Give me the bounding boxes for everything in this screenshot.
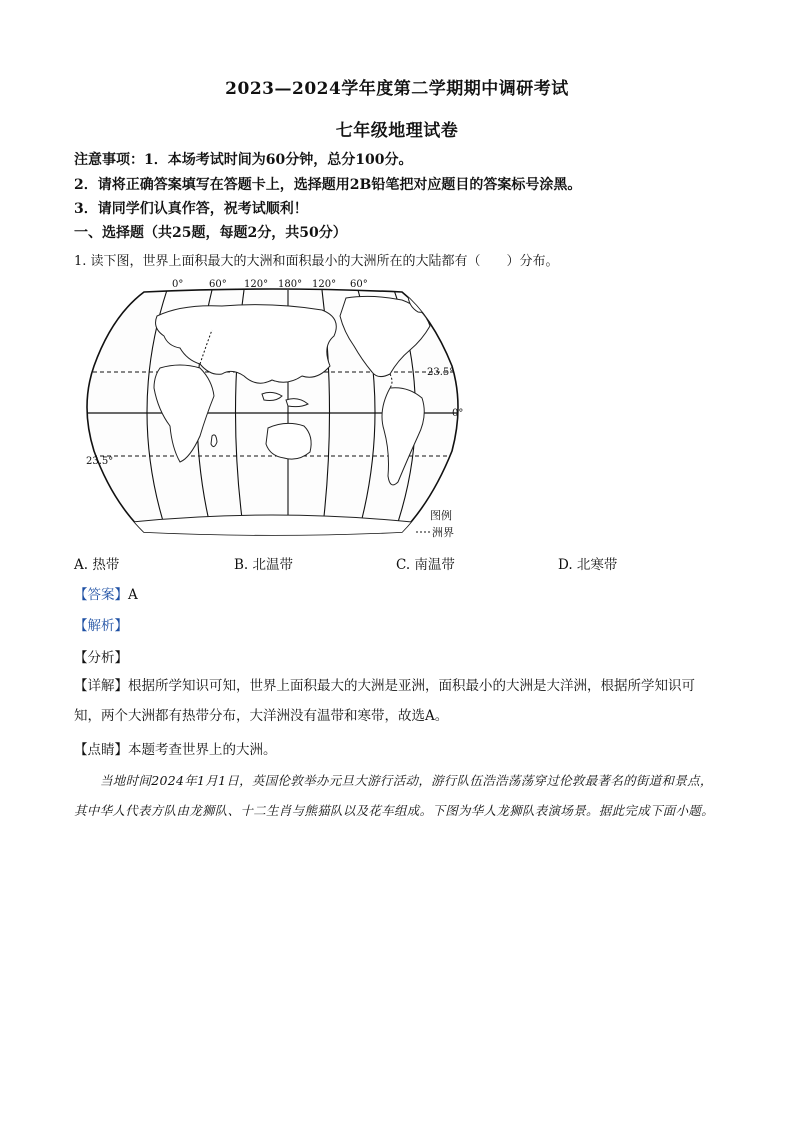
option-a: A. 热带	[74, 557, 120, 573]
latitude-label-left: 23.5°	[86, 456, 114, 467]
comment-tag: 【点睛】	[74, 742, 128, 758]
detail-text: 根据所学知识可知，世界上面积最大的大洲是亚洲，面积最小的大洲是大洋洲，根据所学知识可知，两个大洲都有热带分布，大洋洲没有温带和寒带，故选A。	[74, 678, 695, 724]
exam-title: 2023—2024学年度第二学期期中调研考试	[225, 79, 569, 99]
fenxi-tag: 【分析】	[74, 650, 128, 666]
question-1-stem: 1. 读下图，世界上面积最大的大洲和面积最小的大洲所在的大陆都有（ ）分布。	[74, 254, 559, 269]
longitude-label: 60°	[350, 279, 368, 290]
latitude-label-right: 23.5°	[427, 367, 455, 378]
option-b: B. 北温带	[234, 557, 294, 573]
comment-text: 本题考查世界上的大洲。	[128, 742, 277, 758]
notes-line-3: 3．请同学们认真作答，祝考试顺利！	[74, 201, 308, 217]
longitude-label: 120°	[244, 279, 269, 290]
reading-passage: 当地时间2024年1月1日，英国伦敦举办元旦大游行活动，游行队伍浩浩荡荡穿过伦敦最著名的街道和景点，其中华人代表方队由龙狮队、十二生肖与熊猫队以及花车组成。下图为华人龙狮队表演场景。据此完成下面小题。	[74, 773, 715, 818]
longitude-label: 60°	[209, 279, 227, 290]
option-c: C. 南温带	[396, 557, 455, 573]
section-heading: 一、选择题（共25题，每题2分，共50分）	[74, 225, 347, 241]
comment-line	[74, 738, 277, 758]
detail-tag: 【详解】	[74, 678, 128, 694]
detail-paragraph	[74, 671, 720, 731]
answer-line	[74, 583, 138, 603]
exam-subtitle: 七年级地理试卷	[335, 121, 459, 141]
longitude-label: 120°	[312, 279, 337, 290]
equator-label: 0°	[452, 408, 464, 419]
analysis-tag: 【解析】	[74, 618, 128, 634]
notes-line-1: 注意事项：1．本场考试时间为60分钟，总分100分。	[74, 152, 413, 168]
answer-value: A	[128, 587, 138, 603]
world-map-figure	[72, 276, 474, 542]
legend-title: 图例	[430, 509, 452, 522]
answer-tag: 【答案】	[74, 587, 128, 603]
option-d: D. 北寒带	[558, 557, 618, 573]
longitude-label: 180°	[278, 279, 303, 290]
notes-line-2: 2．请将正确答案填写在答题卡上，选择题用2B铅笔把对应题目的答案标号涂黑。	[74, 177, 582, 193]
legend-item: 洲界	[432, 526, 454, 539]
longitude-label: 0°	[172, 279, 184, 290]
